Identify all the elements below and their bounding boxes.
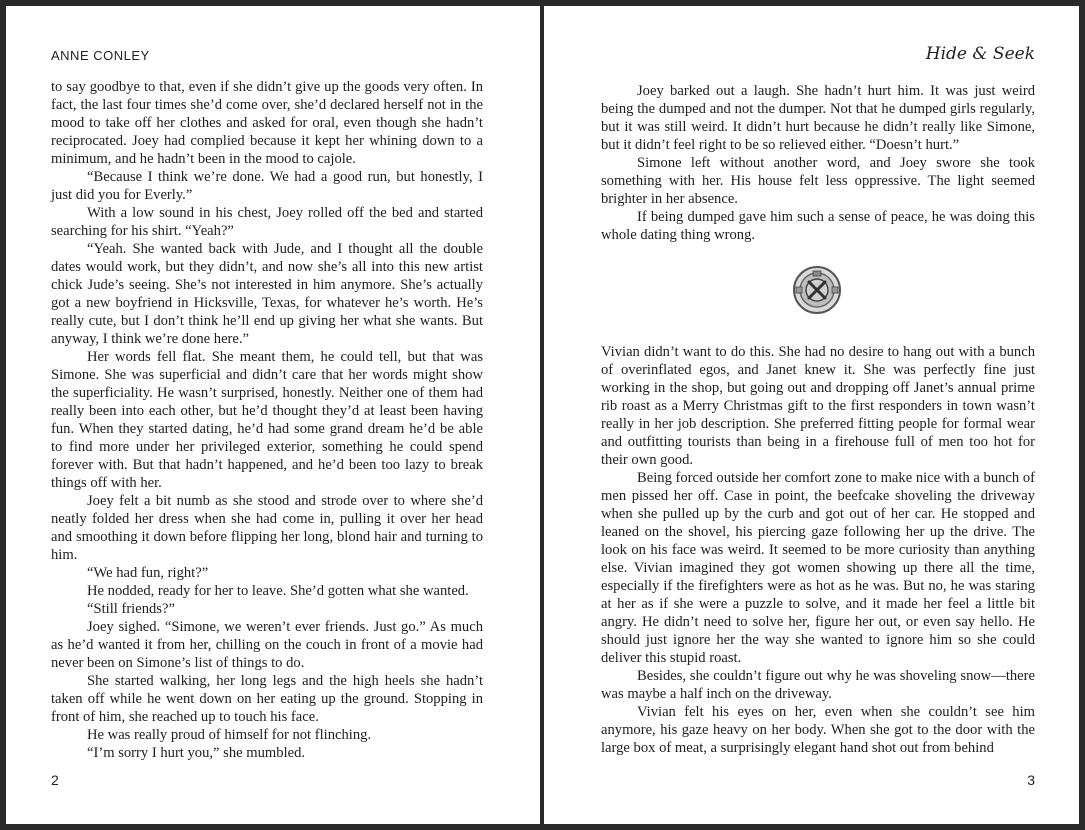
paragraph: He nodded, ready for her to leave. She’d gotten what she wanted. (87, 583, 469, 599)
paragraph: If being dumped gave him such a sense of peace, he was doing this whole dating thing wrong. (601, 209, 1035, 243)
paragraph: Vivian didn’t want to do this. She had no desire to hang out with a bunch of overinflated egos, and Janet knew it. She was perfectly fine just working in the shop, but going out and dropping off Janet’s annual prime rib roast as a Merry Christmas gift to the first responders in town wasn’t really in her job description. She preferred fitting people for formal wear and outfitting tourists than being in a firehouse full of men too hot for their own good. (601, 344, 1035, 468)
right-page-body-top (601, 82, 1035, 244)
paragraph: “Because I think we’re done. We had a good run, but honestly, I just did you for Everly.” (51, 169, 483, 203)
paragraph: Being forced outside her comfort zone to make nice with a bunch of men pissed her off. Case in point, the beefcake shoveling the driveway when she pulled up by the curb and got out of her car. He stopped and leaned on the shovel, his piercing gaze following her up the drive. The look on his face was weird. It seemed to be more curiosity than anything else. Vivian imagined they got women showing up there all the time, especially if the firefighters were as hot as he was. But no, he was staring at her as if she were a puzzle to solve, and it made her feel a little bit angry. He didn’t need to solve her, figure her out, or even say hello. He should just ignore her the way she wanted to ignore him so she could deliver this stupid roast. (601, 470, 1035, 666)
paragraph: “I’m sorry I hurt you,” she mumbled. (87, 745, 306, 761)
paragraph: Joey sighed. “Simone, we weren’t ever friends. Just go.” As much as he’d wanted it from her, chilling on the couch in front of a movie had never been on Simone’s list of things to do. (51, 619, 483, 671)
left-page (6, 6, 540, 824)
paragraph: “We had fun, right?” (87, 565, 209, 581)
paragraph: Joey felt a bit numb as she stood and strode over to where she’d neatly folded her dress when she had come in, pulling it over her head and smoothing it down before flipping her long, blond hair and turning to him. (51, 493, 483, 563)
firefighter-emblem-icon (792, 265, 842, 315)
running-header-title: Hide & Seek (925, 44, 1035, 64)
running-header-author: ANNE CONLEY (51, 48, 150, 63)
paragraph: She started walking, her long legs and the high heels she hadn’t taken off while he went down on her eating up the ground. Stopping in front of him, she reached up to touch his face. (51, 673, 483, 725)
paragraph: Joey barked out a laugh. She hadn’t hurt him. It was just weird being the dumped and not the dumper. Not that he dumped girls regularly, but it was still weird. It didn’t hurt because he didn’t really like Simone, but it didn’t feel right to be so relieved either. “Doesn’t hurt.” (601, 83, 1035, 153)
paragraph: “Still friends?” (87, 601, 175, 617)
right-page (544, 6, 1079, 824)
paragraph: Simone left without another word, and Joey swore she took something with her. His house felt less oppressive. The light seemed brighter in her absence. (601, 155, 1035, 207)
paragraph: “Yeah. She wanted back with Jude, and I thought all the double dates would work, but they didn’t, and now she’s all into this new artist chick Jude’s seeing. She’s not interested in him anymore. She’s actually got a new boyfriend in Hicksville, Texas, for whatever he’s worth. He’s really cute, but I don’t think he’ll end up giving her what she wants. But anyway, I think we’re done here.” (51, 241, 483, 347)
paragraph: Besides, she couldn’t figure out why he was shoveling snow—there was maybe a half inch on the driveway. (601, 668, 1035, 702)
frame-right-border (1079, 0, 1085, 830)
paragraph: He was really proud of himself for not flinching. (87, 727, 372, 743)
paragraph: to say goodbye to that, even if she didn’t give up the goods very often. In fact, the last four times she’d come over, she’d declared herself not in the mood to take off her clothes and asked for oral, even though she hadn’t reciprocated. Joey had complied because it kept her whining down to a minimum, and he hadn’t been in the mood to cajole. (51, 79, 483, 167)
paragraph: Her words fell flat. She meant them, he could tell, but that was Simone. She was superficial and didn’t care that her words might show the superficiality. He wasn’t surprised, honestly. Neither one of them had really been into each other, but he’d thought they’d at least been having fun. When they started dating, he’d had some grand dream he’d be able to find more under her privileged exterior, something he could spend forever with. But that hadn’t happened, and he’d been too lazy to break things off with her. (51, 349, 483, 491)
paragraph: With a low sound in his chest, Joey rolled off the bed and started searching for his shirt. “Yeah?” (51, 205, 483, 239)
page-number-right: 3 (1027, 772, 1035, 788)
left-page-body (51, 78, 483, 762)
page-number-left: 2 (51, 772, 59, 788)
paragraph: Vivian felt his eyes on her, even when she couldn’t see him anymore, his gaze heavy on her body. When she got to the door with the large box of meat, a surprisingly elegant hand shot out from behind (601, 704, 1035, 756)
right-page-body-bottom (601, 343, 1035, 757)
